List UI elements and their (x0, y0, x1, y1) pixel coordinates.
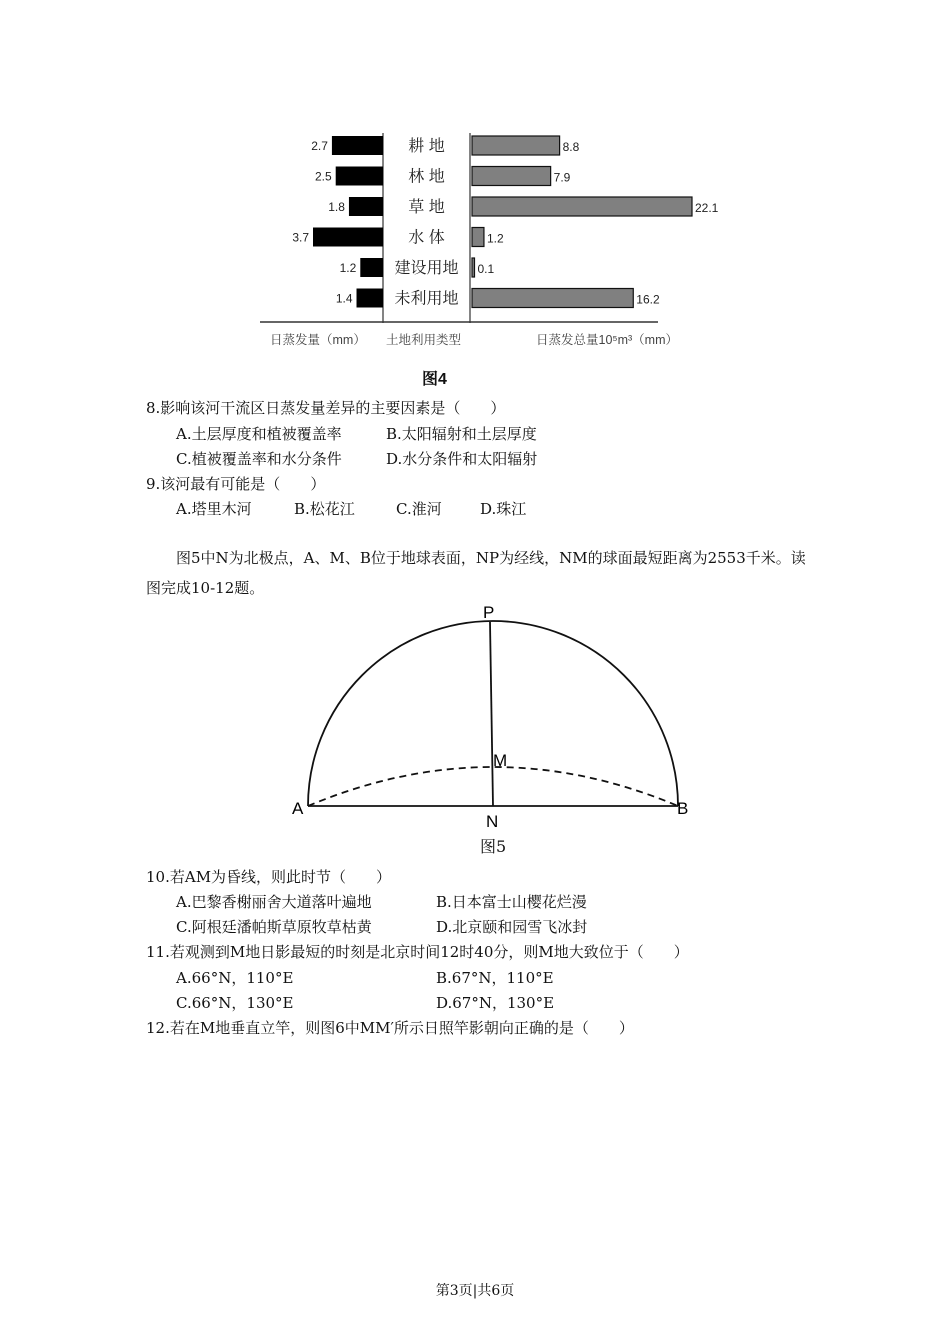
xlabel-center: 土地利用类型 (386, 333, 462, 347)
q11-stem: 11.若观测到M地日影最短的时刻是北京时间12时40分，则M地大致位于（ ） (146, 943, 689, 961)
category-label: 耕 地 (408, 138, 445, 155)
q8-option-c: C.植被覆盖率和水分条件 (176, 450, 342, 468)
category-label: 草 地 (408, 199, 445, 216)
q12-stem: 12.若在M地垂直立竿，则图6中MM′所示日照竿影朝向正确的是（ ） (146, 1019, 634, 1037)
label-b: B (677, 799, 689, 818)
xlabel-right: 日蒸发总量10⁵m³（mm） (536, 333, 678, 347)
bar-right-label: 1.2 (486, 231, 504, 246)
bar-right-label: 16.2 (636, 292, 660, 307)
label-n: N (486, 812, 499, 831)
category-label: 建设用地 (394, 260, 459, 277)
fig4-chart (260, 128, 719, 358)
q8-stem: 8.影响该河干流区日蒸发量差异的主要因素是（ ） (146, 399, 506, 417)
intro-paragraph: 图5中N为北极点，A、M、B位于地球表面，NP为经线，NM的球面最短距离为2553千米。读图完成10-12题。 (146, 549, 806, 597)
bar-left (349, 197, 383, 216)
q8-option-a: A.土层厚度和植被覆盖率 (176, 425, 342, 443)
xlabel-left: 日蒸发量（mm） (270, 333, 366, 347)
page-footer: 第3页|共6页 (435, 1283, 515, 1299)
bar-left (336, 167, 383, 186)
q8-option-d: D.水分条件和太阳辐射 (386, 450, 538, 468)
q11-option-d: D.67°N，130°E (436, 994, 555, 1012)
bar-left (357, 289, 383, 308)
q10-option-d: D.北京颐和园雪飞冰封 (436, 918, 588, 936)
bar-left (332, 136, 383, 155)
bar-right (472, 228, 484, 247)
bar-left (360, 258, 383, 277)
label-a: A (292, 799, 304, 818)
bar-right (472, 197, 692, 216)
bar-left (313, 228, 383, 247)
q9-option-a: A.塔里木河 (176, 500, 252, 518)
bar-right-label: 8.8 (562, 140, 580, 154)
category-label: 水 体 (408, 229, 445, 247)
bar-right (472, 289, 633, 308)
q10-stem: 10.若AM为昏线，则此时节（ ） (146, 868, 392, 886)
q10-option-c: C.阿根廷潘帕斯草原牧草枯黄 (176, 918, 372, 936)
bar-right-label: 22.1 (695, 201, 719, 215)
fig5-diagram (290, 598, 700, 833)
q11-option-a: A.66°N，110°E (176, 969, 294, 987)
q8-option-b: B.太阳辐射和土层厚度 (386, 425, 537, 443)
bar-right (472, 258, 475, 277)
bar-right-label: 7.9 (553, 170, 571, 185)
bar-left-label: 1.8 (328, 200, 345, 214)
bar-left-label: 1.4 (335, 291, 353, 306)
bar-left-label: 1.2 (339, 261, 357, 275)
fig4-caption: 图4 (422, 371, 447, 388)
q11-option-b: B.67°N，110°E (436, 969, 554, 987)
q9-option-c: C.淮河 (396, 500, 442, 518)
q11-option-c: C.66°N，130°E (176, 994, 294, 1012)
bar-right-label: 0.1 (477, 262, 495, 276)
bar-right (472, 167, 551, 186)
q10-option-b: B.日本富士山樱花烂漫 (436, 893, 587, 911)
q9-stem: 9.该河最有可能是（ ） (146, 475, 326, 493)
q9-option-b: B.松花江 (294, 500, 355, 518)
bar-left-label: 3.7 (292, 230, 309, 245)
bar-left-label: 2.7 (311, 139, 328, 153)
bar-right (472, 136, 560, 155)
meridian-np (490, 622, 493, 806)
label-p: P (483, 603, 495, 622)
q10-option-a: A.巴黎香榭丽舍大道落叶遍地 (176, 893, 372, 911)
q9-option-d: D.珠江 (480, 500, 527, 518)
bar-left-label: 2.5 (315, 169, 332, 184)
category-label: 未利用地 (394, 290, 459, 308)
category-label: 林 地 (408, 168, 445, 186)
fig5-caption: 图5 (480, 837, 507, 856)
label-m: M (493, 751, 508, 770)
